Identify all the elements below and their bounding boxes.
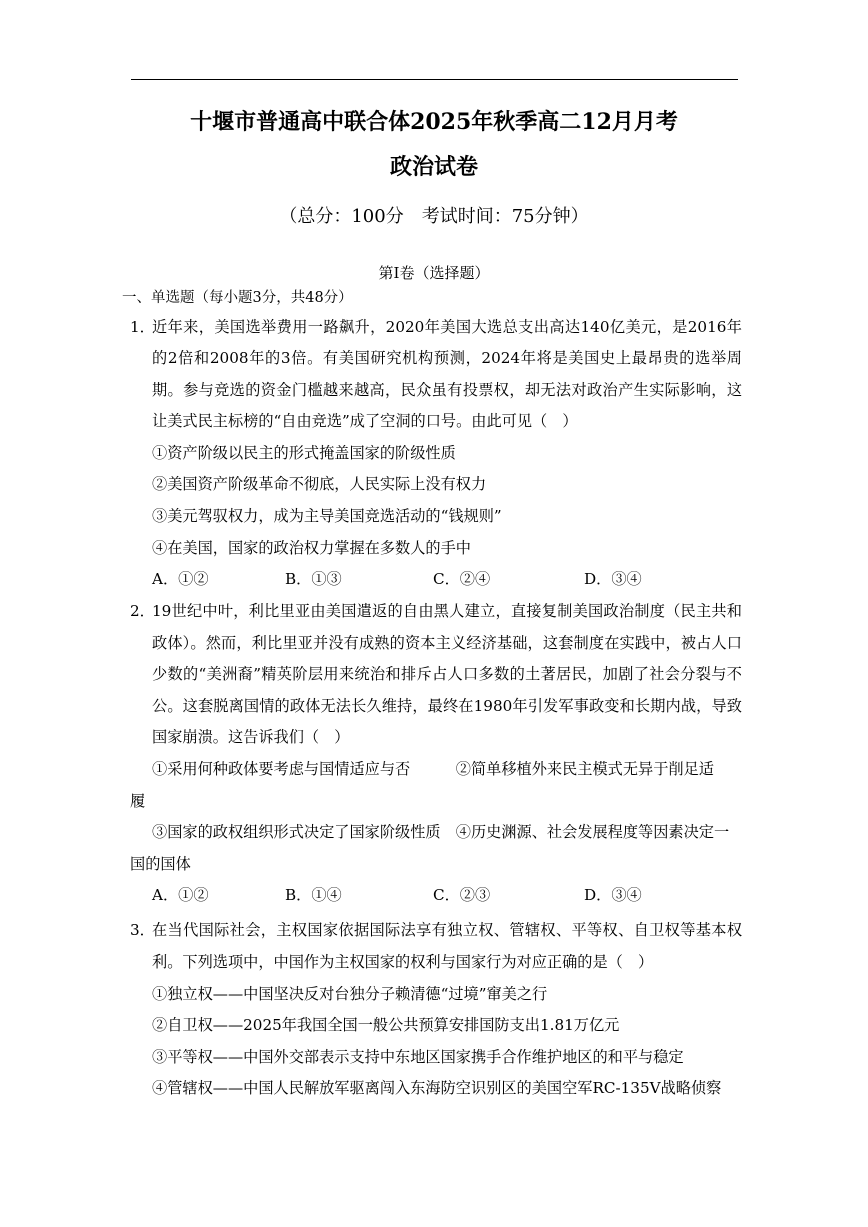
question-stem-line: 期。参与竞选的资金门槛越来越高，民众虽有投票权，却无法对政治产生实际影响，这 [152,381,742,399]
question-stem-line: 公。这套脱离国情的政体无法长久维持，最终在1980年引发军事政变和长期内战，导致 [152,697,742,715]
statement-option: ①采用何种政体要考虑与国情适应与否 ②简单移植外来民主模式无异于削足适 [152,760,714,778]
question-stem-line: 让美式民主标榜的“自由竞选”成了空洞的口号。由此可见（ ） [152,412,578,430]
answer-choice-b[interactable]: B．①④ [285,886,342,904]
question-stem-line: 利。下列选项中，中国作为主权国家的权利与国家行为对应正确的是（ ） [152,953,654,971]
answer-choice-c[interactable]: C．②③ [433,886,491,904]
answer-choice-b[interactable]: B．①③ [285,570,342,588]
question-stem-line: 少数的“美洲裔”精英阶层用来统治和排斥占人口多数的土著居民，加剧了社会分裂与不 [152,665,742,683]
header-rule [131,79,738,80]
question-stem-line: 国家崩溃。这告诉我们（ ） [152,728,350,746]
statement-option: ③美元驾驭权力，成为主导美国竞选活动的“钱规则” [152,507,502,525]
question-stem-line: 19世纪中叶，利比里亚由美国遣返的自由黑人建立，直接复制美国政治制度（民主共和 [152,602,742,620]
answer-choices [152,568,752,590]
subject-title: 政治试卷 [389,154,478,180]
answer-choice-c[interactable]: C．②④ [433,570,491,588]
answer-choice-a[interactable]: A．①② [152,570,209,588]
question-stem-line: 政体）。然而，利比里亚并没有成熟的资本主义经济基础，这套制度在实践中，被占人口 [152,634,742,652]
question-number: 3． [130,921,155,939]
statement-option: ①独立权——中国坚决反对台独分子赖清德“过境”窜美之行 [152,985,548,1003]
statement-option: ①资产阶级以民主的形式掩盖国家的阶级性质 [152,444,456,462]
statement-option: ②美国资产阶级革命不彻底，人民实际上没有权力 [152,475,487,493]
question-number: 2． [130,602,155,620]
statement-option-wrap: 履 [130,792,146,810]
question-stem-line: 在当代国际社会，主权国家依据国际法享有独立权、管辖权、平等权、自卫权等基本权 [152,921,742,939]
statement-option-wrap: 国的国体 [130,855,191,873]
question-number: 1． [130,318,155,336]
statement-option: ④管辖权——中国人民解放军驱离闯入东海防空识别区的美国空军RC-135V战略侦察 [152,1079,722,1097]
statement-option: ③国家的政权组织形式决定了国家阶级性质 ④历史渊源、社会发展程度等因素决定一 [152,823,730,841]
exam-info: （总分：100分 考试时间：75分钟） [279,206,589,227]
section-title: 一、单选题（每小题3分，共48分） [122,290,353,306]
question-stem-line: 近年来，美国选举费用一路飙升，2020年美国大选总支出高达140亿美元，是2016年 [152,318,742,336]
answer-choice-d[interactable]: D．③④ [584,886,642,904]
statement-option: ③平等权——中国外交部表示支持中东地区国家携手合作维护地区的和平与稳定 [152,1048,684,1066]
answer-choice-d[interactable]: D．③④ [584,570,642,588]
exam-title: 十堰市普通高中联合体2025年秋季高二12月月考 [190,109,678,135]
answer-choice-a[interactable]: A．①② [152,886,209,904]
answer-choices [152,884,752,906]
statement-option: ④在美国，国家的政治权力掌握在多数人的手中 [152,539,471,557]
volume-title: 第Ⅰ卷（选择题） [378,264,490,282]
question-stem-line: 的2倍和2008年的3倍。有美国研究机构预测，2024年将是美国史上最昂贵的选举周 [152,349,742,367]
statement-option: ②自卫权——2025年我国全国一般公共预算安排国防支出1.81万亿元 [152,1016,620,1034]
